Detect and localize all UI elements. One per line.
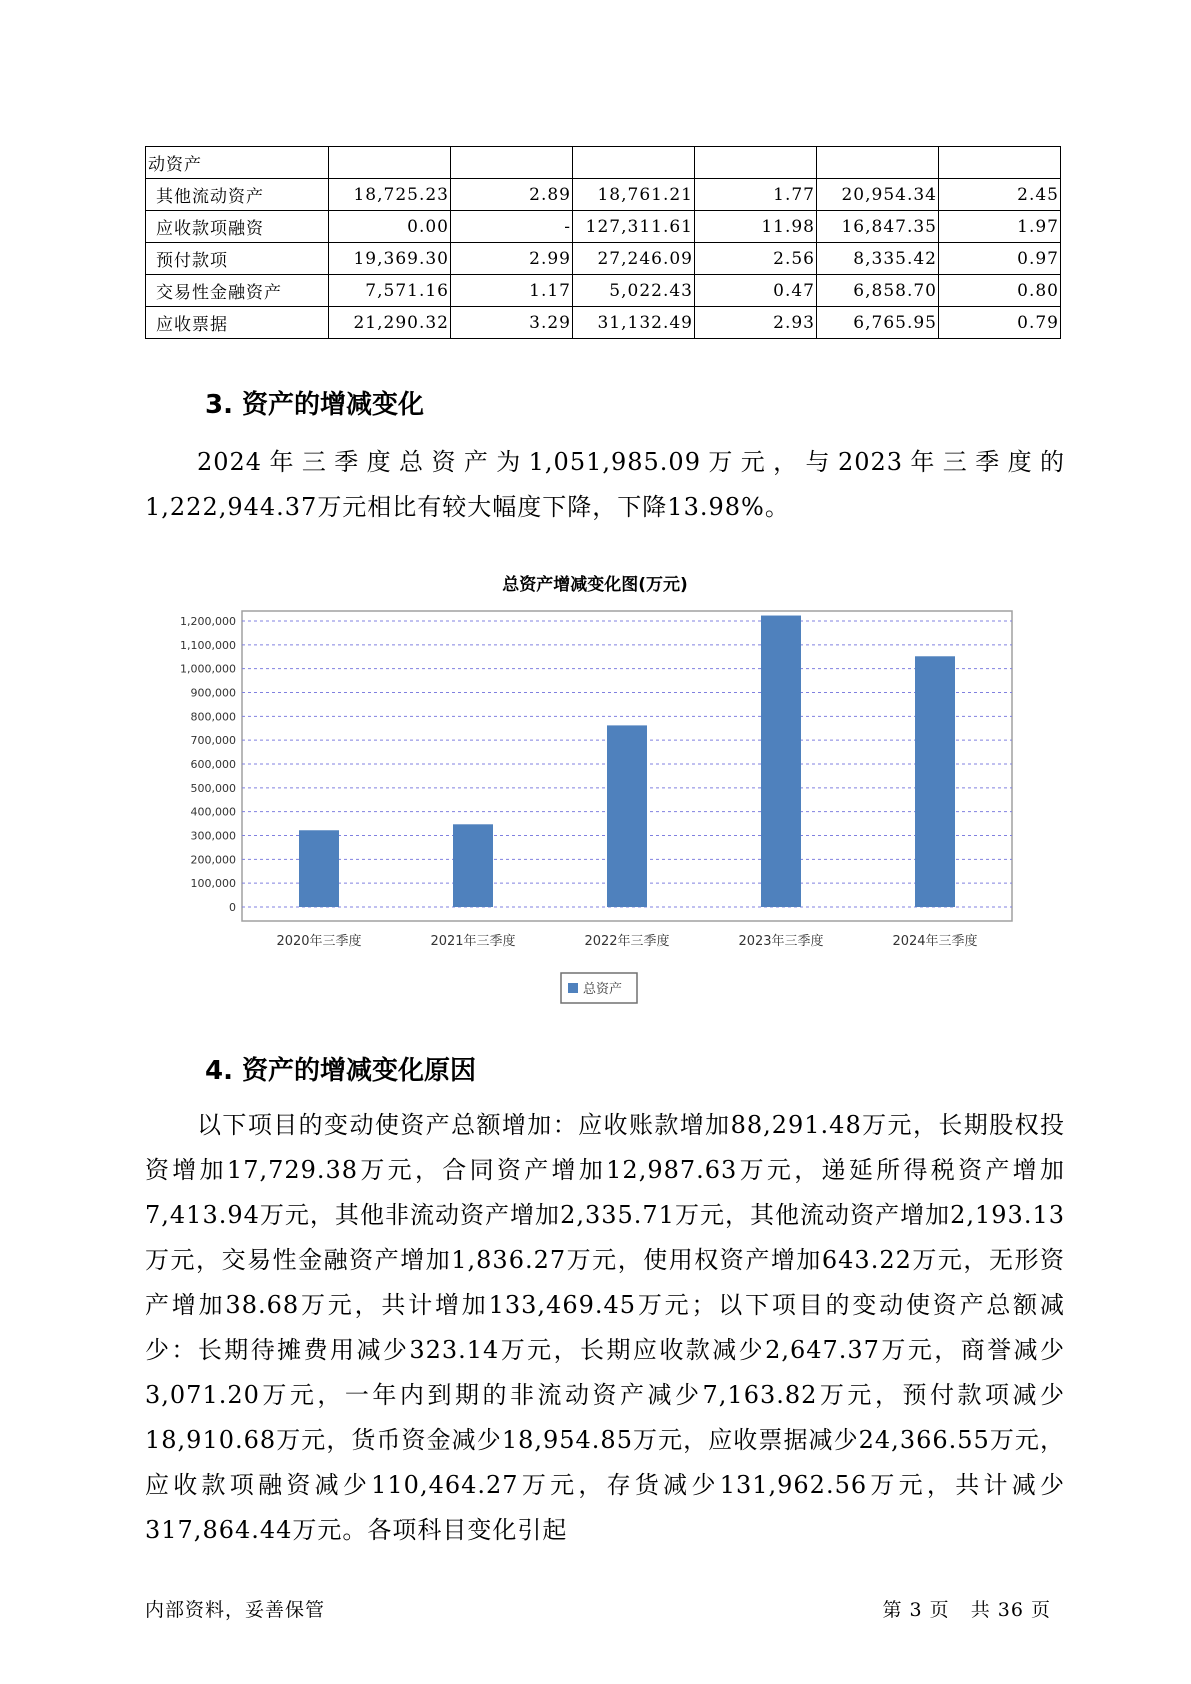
row-label: 应收票据 (146, 307, 329, 339)
table-cell: 7,571.16 (329, 275, 451, 307)
table-cell: 6,858.70 (817, 275, 939, 307)
x-axis-labels (276, 933, 977, 949)
x-tick-label: 2024年三季度 (892, 934, 978, 949)
table-row (146, 307, 1061, 339)
table-row (146, 147, 1061, 179)
table-cell: 5,022.43 (573, 275, 695, 307)
table-cell: 8,335.42 (817, 243, 939, 275)
table-row (146, 243, 1061, 275)
section-4-heading: 4. 资产的增减变化原因 (205, 1056, 477, 1086)
y-tick-label: 500,000 (190, 781, 236, 795)
table-row (146, 179, 1061, 211)
y-tick-label: 400,000 (190, 805, 236, 819)
y-tick-label: 1,100,000 (180, 638, 236, 652)
legend-label: 总资产 (583, 982, 623, 997)
table-cell: 19,369.30 (329, 243, 451, 275)
x-tick-label: 2022年三季度 (584, 934, 670, 949)
bar (915, 656, 955, 907)
table-cell: 0.47 (695, 275, 817, 307)
bar (299, 830, 339, 907)
table-cell: 2.93 (695, 307, 817, 339)
table-cell: 1.97 (939, 211, 1061, 243)
y-tick-label: 1,200,000 (180, 615, 236, 628)
y-tick-label: 900,000 (190, 686, 236, 700)
table-cell: 0.80 (939, 275, 1061, 307)
y-axis-ticks (180, 615, 236, 914)
section-4-paragraph: 以下项目的变动使资产总额增加：应收账款增加88,291.48万元，长期股权投资增加17,729.38万元，合同资产增加12,987.63万元，递延所得税资产增加7,413.94万元，其他非流动资产增加2,335.71万元，其他流动资产增加2,193.13万元，交易性金融资产增加1,836.27万元，使用权资产增加643.22万元，无形资产增加38.68万元，共计增加133,469.45万元；以下项目的变动使资产总额减少：长期待摊费用减少323.14万元，长期应收款减少2,647.37万元，商誉减少3,071.20万元，一年内到期的非流动资产减少7,163.82万元，预付款项减少18,910.68万元，货币资金减少18,954.85万元，应收票据减少24,366.55万元，应收款项融资减少110,464.27万元，存货减少131,962.56万元，共计减少317,864.44万元。各项科目变化引起 (145, 1111, 1065, 1544)
table-cell (939, 147, 1061, 179)
section-3-heading: 3. 资产的增减变化 (205, 390, 425, 420)
section-3-paragraph: 2024年三季度总资产为1,051,985.09万元，与2023年三季度的1,222,944.37万元相比有较大幅度下降，下降13.98%。 (145, 448, 1065, 521)
table-cell: 3.29 (451, 307, 573, 339)
table-row (146, 211, 1061, 243)
row-label: 交易性金融资产 (146, 275, 329, 307)
y-tick-label: 1,000,000 (180, 662, 236, 676)
x-tick-label: 2023年三季度 (738, 934, 824, 949)
table-cell: 2.89 (451, 179, 573, 211)
bar (761, 616, 801, 907)
table-cell: 16,847.35 (817, 211, 939, 243)
table-cell (817, 147, 939, 179)
y-tick-label: 700,000 (190, 734, 236, 748)
asset-table (145, 146, 1061, 339)
table-cell: 2.56 (695, 243, 817, 275)
y-tick-label: 100,000 (190, 877, 236, 891)
table-cell: - (451, 211, 573, 243)
table-cell (329, 147, 451, 179)
bar (453, 824, 493, 907)
table-cell: 0.97 (939, 243, 1061, 275)
total-assets-bar-chart (150, 555, 1030, 1015)
y-tick-label: 0 (229, 901, 236, 914)
row-label: 应收款项融资 (146, 211, 329, 243)
chart-title: 总资产增减变化图(万元) (502, 575, 688, 595)
table-cell: 18,725.23 (329, 179, 451, 211)
table-cell: 0.79 (939, 307, 1061, 339)
table-row (146, 275, 1061, 307)
x-tick-label: 2020年三季度 (276, 934, 362, 949)
y-tick-label: 800,000 (190, 710, 236, 724)
bars (299, 616, 955, 907)
table-cell: 6,765.95 (817, 307, 939, 339)
footer-page-number: 第 3 页 共 36 页 (882, 1599, 1051, 1621)
y-tick-label: 300,000 (190, 829, 236, 843)
table-cell (695, 147, 817, 179)
table-cell: 1.77 (695, 179, 817, 211)
table-cell: 1.17 (451, 275, 573, 307)
legend-swatch (568, 983, 578, 993)
table-cell: 31,132.49 (573, 307, 695, 339)
x-tick-label: 2021年三季度 (430, 934, 516, 949)
table-cell (451, 147, 573, 179)
footer-confidential: 内部资料，妥善保管 (145, 1599, 326, 1621)
row-label: 其他流动资产 (146, 179, 329, 211)
row-label: 动资产 (146, 147, 329, 179)
table-cell: 11.98 (695, 211, 817, 243)
table-cell: 0.00 (329, 211, 451, 243)
table-cell: 2.45 (939, 179, 1061, 211)
row-label: 预付款项 (146, 243, 329, 275)
y-tick-label: 600,000 (190, 758, 236, 771)
table-cell: 27,246.09 (573, 243, 695, 275)
bar (607, 725, 647, 907)
table-cell: 127,311.61 (573, 211, 695, 243)
table-cell: 20,954.34 (817, 179, 939, 211)
table-cell: 21,290.32 (329, 307, 451, 339)
y-tick-label: 200,000 (190, 853, 236, 867)
table-cell (573, 147, 695, 179)
table-cell: 2.99 (451, 243, 573, 275)
table-cell: 18,761.21 (573, 179, 695, 211)
chart-legend (561, 973, 637, 1003)
